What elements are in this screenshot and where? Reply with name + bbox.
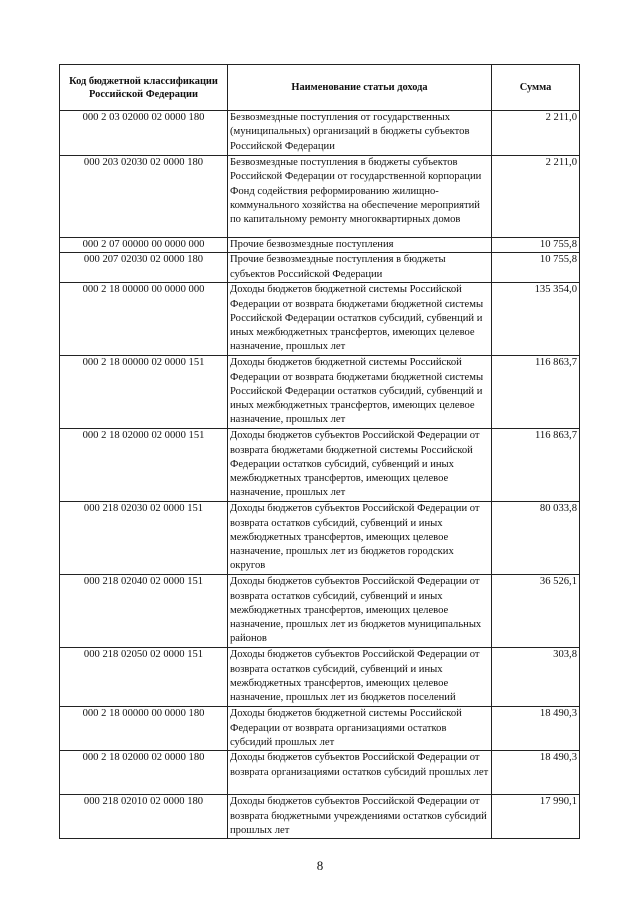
- row-code: 000 2 18 00000 00 0000 000: [60, 283, 228, 356]
- row-name: Безвозмездные поступления в бюджеты субъектов Российской Федерации от государственной корпорации Фонд содействия реформированию жилищно-коммунального хозяйства на обеспечение мероприятий по капитальному ремонту многоквартирных домов: [228, 156, 492, 238]
- row-name: Доходы бюджетов бюджетной системы Российской Федерации от возврата бюджетами бюджетной системы Российской Федерации остатков субсидий, субвенций и иных межбюджетных трансфертов, имеющих целевое назначение, прошлых лет: [228, 356, 492, 429]
- page-number: 8: [316, 858, 324, 873]
- row-sum: 2 211,0: [492, 111, 580, 156]
- table-row: [60, 429, 580, 502]
- row-sum: 18 490,3: [492, 707, 580, 751]
- row-name: Доходы бюджетов бюджетной системы Российской Федерации от возврата бюджетами бюджетной системы Российской Федерации остатков субсидий, субвенций и иных межбюджетных трансфертов, имеющих целевое назначение, прошлых лет: [228, 283, 492, 356]
- row-name: Прочие безвозмездные поступления: [228, 238, 492, 253]
- row-sum: 36 526,1: [492, 575, 580, 648]
- row-code: 000 218 02010 02 0000 180: [60, 795, 228, 839]
- row-sum: 10 755,8: [492, 238, 580, 253]
- table-row: [60, 575, 580, 648]
- row-code: 000 2 18 02000 02 0000 151: [60, 429, 228, 502]
- table-row: [60, 751, 580, 795]
- table-row: [60, 648, 580, 707]
- row-sum: 116 863,7: [492, 356, 580, 429]
- table-header-row: [60, 65, 580, 111]
- table-row: [60, 795, 580, 839]
- row-code: 000 218 02030 02 0000 151: [60, 502, 228, 575]
- header-code: Код бюджетной классификации Российской Федерации: [60, 65, 228, 111]
- header-name: Наименование статьи дохода: [228, 65, 492, 111]
- table-row: [60, 502, 580, 575]
- row-name: Прочие безвозмездные поступления в бюджеты субъектов Российской Федерации: [228, 253, 492, 283]
- row-name: Доходы бюджетов субъектов Российской Федерации от возврата бюджетами бюджетной системы Российской Федерации остатков субсидий, субвенций и иных межбюджетных трансфертов, имеющих целевое назначение, прошлых лет: [228, 429, 492, 502]
- table-row: [60, 283, 580, 356]
- row-code: 000 2 07 00000 00 0000 000: [60, 238, 228, 253]
- table-row: [60, 156, 580, 238]
- row-code: 000 207 02030 02 0000 180: [60, 253, 228, 283]
- row-name: Доходы бюджетов субъектов Российской Федерации от возврата остатков субсидий, субвенций и иных межбюджетных трансфертов, имеющих целевое назначение, прошлых лет из бюджетов муниципальных районов: [228, 575, 492, 648]
- row-name: Доходы бюджетов субъектов Российской Федерации от возврата остатков субсидий, субвенций и иных межбюджетных трансфертов, имеющих целевое назначение, прошлых лет из бюджетов городских округов: [228, 502, 492, 575]
- row-name: Доходы бюджетов субъектов Российской Федерации от возврата бюджетными учреждениями остатков субсидий прошлых лет: [228, 795, 492, 839]
- row-name: Доходы бюджетов субъектов Российской Федерации от возврата остатков субсидий, субвенций и иных межбюджетных трансфертов, имеющих целевое назначение, прошлых лет из бюджетов поселений: [228, 648, 492, 707]
- row-sum: 10 755,8: [492, 253, 580, 283]
- row-code: 000 203 02030 02 0000 180: [60, 156, 228, 238]
- table-row: [60, 238, 580, 253]
- row-code: 000 2 18 02000 02 0000 180: [60, 751, 228, 795]
- row-code: 000 2 03 02000 02 0000 180: [60, 111, 228, 156]
- table-row: [60, 356, 580, 429]
- row-name: Безвозмездные поступления от государственных (муниципальных) организаций в бюджеты субъектов Российской Федерации: [228, 111, 492, 156]
- row-code: 000 2 18 00000 02 0000 151: [60, 356, 228, 429]
- row-sum: 80 033,8: [492, 502, 580, 575]
- row-sum: 18 490,3: [492, 751, 580, 795]
- row-code: 000 218 02050 02 0000 151: [60, 648, 228, 707]
- row-sum: 135 354,0: [492, 283, 580, 356]
- row-sum: 116 863,7: [492, 429, 580, 502]
- row-code: 000 2 18 00000 00 0000 180: [60, 707, 228, 751]
- row-code: 000 218 02040 02 0000 151: [60, 575, 228, 648]
- budget-income-table: [59, 64, 580, 839]
- row-name: Доходы бюджетов субъектов Российской Федерации от возврата организациями остатков субсидий прошлых лет: [228, 751, 492, 795]
- table-row: [60, 111, 580, 156]
- table-row: [60, 253, 580, 283]
- row-sum: 303,8: [492, 648, 580, 707]
- header-sum: Сумма: [492, 65, 580, 111]
- table-row: [60, 707, 580, 751]
- row-sum: 2 211,0: [492, 156, 580, 238]
- row-sum: 17 990,1: [492, 795, 580, 839]
- row-name: Доходы бюджетов бюджетной системы Российской Федерации от возврата организациями остатков субсидий прошлых лет: [228, 707, 492, 751]
